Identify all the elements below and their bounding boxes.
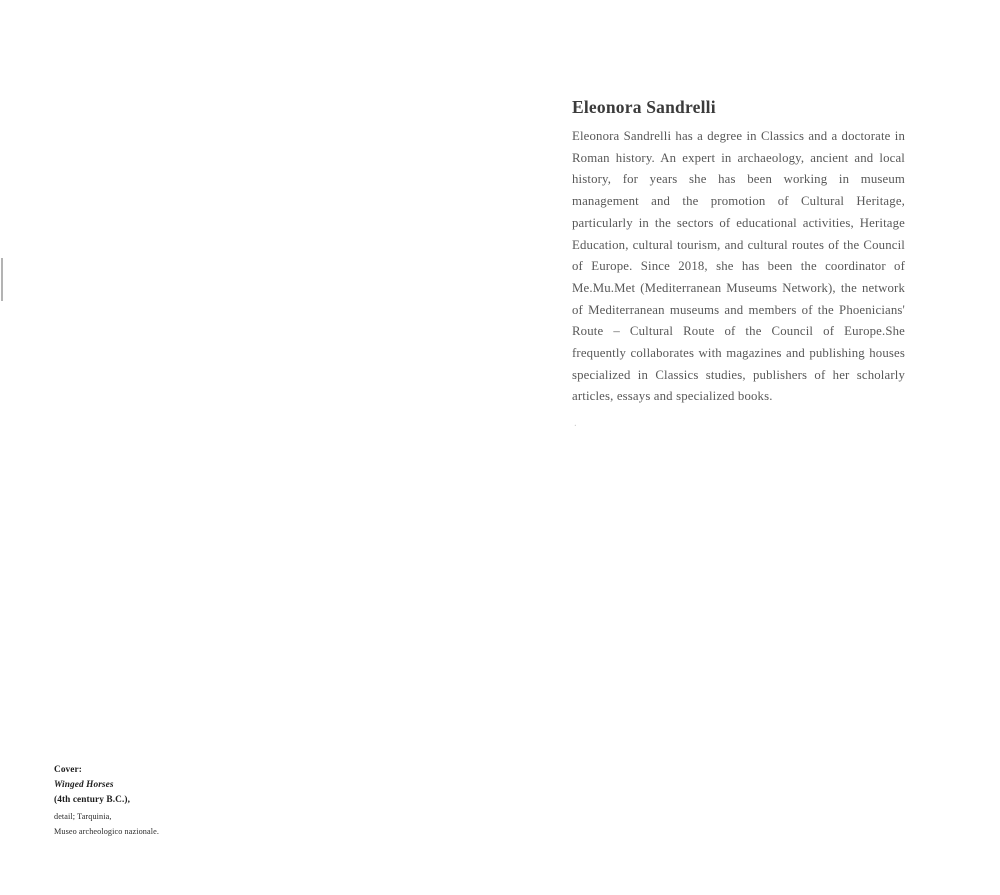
author-bio-paragraph: Eleonora Sandrelli has a degree in Classics and a doctorate in Roman history. An expert in archaeology, ancient and local history, for years she has been working in museum management and the promotion of Cultural Heritage, particularly in the sectors of educational activities, Heritage Education, cultural tourism, and cultural routes of the Council of Europe. Since 2018, she has been the coordinator of Me.Mu.Met (Mediterranean Museums Network), the network of Mediterranean museums and members of the Phoenicians' Route – Cultural Route of the Council of Europe.She frequently collaborates with magazines and publishing houses specialized in Classics studies, publishers of her scholarly articles, essays and specialized books. (572, 129, 905, 404)
cover-artwork-museum: Museo archeologico nazionale. (54, 826, 159, 836)
cover-artwork-title: Winged Horses (54, 780, 114, 791)
cover-credit-label: Cover: (54, 765, 82, 775)
cover-artwork-detail: detail; Tarquinia, (54, 811, 112, 821)
cover-artwork-date: (4th century B.C.), (54, 795, 131, 806)
cover-credit-block (54, 763, 354, 839)
author-name-heading: Eleonora Sandrelli (572, 97, 716, 117)
bio-trailing-mark: . (574, 417, 577, 430)
left-edge-crop-mark (1, 258, 3, 301)
author-bio-block (572, 96, 905, 433)
